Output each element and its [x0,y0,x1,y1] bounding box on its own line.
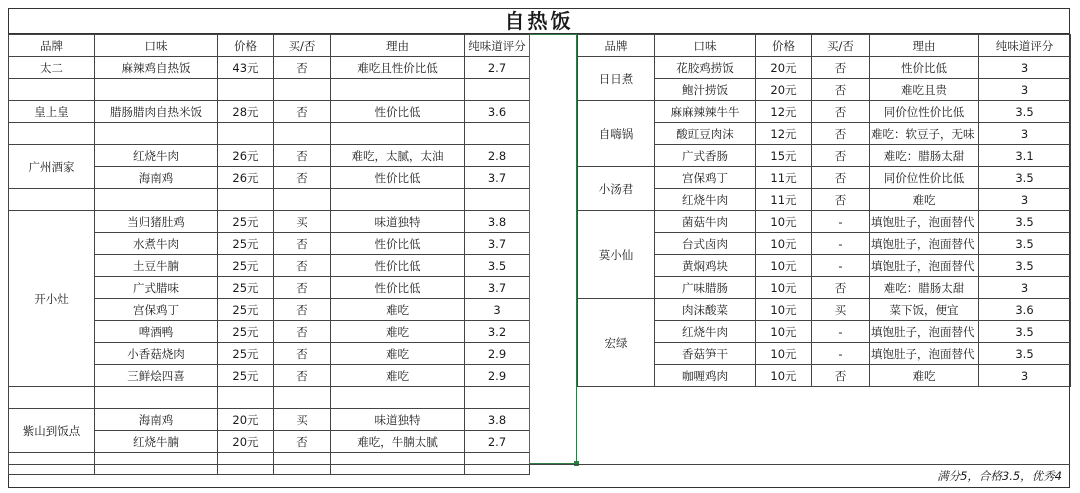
flavor-cell[interactable]: 海南鸡 [95,167,218,189]
flavor-cell[interactable]: 黄焖鸡块 [655,255,756,277]
reason-cell[interactable]: 填饱肚子，泡面替代 [870,321,979,343]
table-row [9,101,530,123]
blank-row [9,189,530,211]
empty-cell[interactable] [9,189,95,211]
flavor-cell[interactable]: 酸豇豆肉沫 [655,123,756,145]
empty-cell[interactable] [465,79,530,101]
buy-cell[interactable]: 否 [812,365,870,387]
buy-cell[interactable]: 否 [812,277,870,299]
empty-cell[interactable] [9,123,95,145]
column-header[interactable]: 理由 [331,35,465,57]
buy-cell[interactable]: 否 [812,145,870,167]
price-cell[interactable]: 43元 [218,57,274,79]
table-row [9,57,530,79]
brand-cell[interactable]: 小汤君 [578,167,655,211]
flavor-cell[interactable]: 红烧牛肉 [655,321,756,343]
buy-cell[interactable]: 否 [274,233,331,255]
empty-cell[interactable] [9,79,95,101]
score-cell[interactable]: 3.7 [465,167,530,189]
brand-cell[interactable]: 莫小仙 [578,211,655,299]
reason-cell[interactable]: 性价比低 [331,255,465,277]
reason-cell[interactable]: 性价比低 [870,57,979,79]
table-row [578,101,1071,123]
column-header[interactable]: 品牌 [578,35,655,57]
empty-cell[interactable] [218,189,274,211]
column-header[interactable]: 买/否 [274,35,331,57]
price-cell[interactable]: 20元 [756,79,812,101]
reason-cell[interactable]: 难吃，太腻，太油 [331,145,465,167]
reason-cell[interactable]: 难吃且贵 [870,79,979,101]
price-cell[interactable]: 25元 [218,255,274,277]
price-cell[interactable]: 10元 [756,321,812,343]
reason-cell[interactable]: 难吃，牛腩太腻 [331,431,465,453]
price-cell[interactable]: 25元 [218,211,274,233]
empty-cell[interactable] [218,79,274,101]
flavor-cell[interactable]: 红烧牛肉 [655,189,756,211]
table-row [578,211,1071,233]
column-header[interactable]: 纯味道评分 [979,35,1071,57]
brand-cell[interactable]: 广州酒家 [9,145,95,189]
table-row [9,145,530,167]
brand-cell[interactable]: 紫山到饭点 [9,409,95,453]
score-cell[interactable]: 3.7 [465,233,530,255]
blank-row [9,387,530,409]
buy-cell[interactable]: 否 [274,101,331,123]
price-cell[interactable]: 26元 [218,167,274,189]
price-cell[interactable]: 10元 [756,233,812,255]
price-cell[interactable]: 12元 [756,101,812,123]
table-row [9,409,530,431]
empty-cell[interactable] [274,123,331,145]
buy-cell[interactable]: - [812,233,870,255]
price-cell[interactable]: 20元 [756,57,812,79]
price-cell[interactable]: 10元 [756,255,812,277]
score-cell[interactable]: 3.6 [465,101,530,123]
score-cell[interactable]: 3.5 [979,167,1071,189]
buy-cell[interactable]: 否 [274,167,331,189]
price-cell[interactable]: 11元 [756,189,812,211]
buy-cell[interactable]: 买 [812,299,870,321]
reason-cell[interactable]: 味道独特 [331,211,465,233]
buy-cell[interactable]: 否 [274,321,331,343]
price-cell[interactable]: 10元 [756,343,812,365]
flavor-cell[interactable]: 咖喱鸡肉 [655,365,756,387]
blank-row [9,123,530,145]
reason-cell[interactable]: 难吃 [331,343,465,365]
flavor-cell[interactable]: 广味腊肠 [655,277,756,299]
brand-cell[interactable]: 日日煮 [578,57,655,101]
buy-cell[interactable]: 否 [812,57,870,79]
buy-cell[interactable]: 否 [274,365,331,387]
flavor-cell[interactable]: 广式腊味 [95,277,218,299]
score-cell[interactable]: 3.5 [465,255,530,277]
empty-cell[interactable] [465,189,530,211]
score-cell[interactable]: 3.2 [465,321,530,343]
flavor-cell[interactable]: 麻麻辣辣牛牛 [655,101,756,123]
column-header[interactable]: 口味 [655,35,756,57]
flavor-cell[interactable]: 红烧牛肉 [95,145,218,167]
empty-cell[interactable] [218,123,274,145]
flavor-cell[interactable]: 小香菇烧肉 [95,343,218,365]
score-cell[interactable]: 3 [979,123,1071,145]
empty-cell[interactable] [274,79,331,101]
flavor-cell[interactable]: 海南鸡 [95,409,218,431]
score-cell[interactable]: 3.8 [465,409,530,431]
buy-cell[interactable]: 否 [274,145,331,167]
reason-cell[interactable]: 性价比低 [331,277,465,299]
score-cell[interactable]: 3.5 [979,233,1071,255]
score-cell[interactable]: 3 [465,299,530,321]
price-cell[interactable]: 10元 [756,277,812,299]
flavor-cell[interactable]: 菌菇牛肉 [655,211,756,233]
brand-cell[interactable]: 皇上皇 [9,101,95,123]
empty-cell[interactable] [218,387,274,409]
brand-cell[interactable]: 宏绿 [578,299,655,387]
sheet-title: 自热饭 [8,8,1070,34]
flavor-cell[interactable]: 当归猪肚鸡 [95,211,218,233]
reason-cell[interactable]: 味道独特 [331,409,465,431]
price-cell[interactable]: 20元 [218,431,274,453]
left-header-row [9,35,530,57]
score-cell[interactable]: 3 [979,277,1071,299]
reason-cell[interactable]: 难吃 [331,321,465,343]
flavor-cell[interactable]: 广式香肠 [655,145,756,167]
flavor-cell[interactable]: 鲍汁捞饭 [655,79,756,101]
reason-cell[interactable]: 填饱肚子，泡面替代 [870,343,979,365]
buy-cell[interactable]: 否 [812,189,870,211]
flavor-cell[interactable]: 红烧牛腩 [95,431,218,453]
brand-cell[interactable]: 太二 [9,57,95,79]
buy-cell[interactable]: 否 [812,167,870,189]
reason-cell[interactable]: 难吃且性价比低 [331,57,465,79]
column-header[interactable]: 口味 [95,35,218,57]
flavor-cell[interactable]: 土豆牛腩 [95,255,218,277]
score-cell[interactable]: 3.5 [979,211,1071,233]
reason-cell[interactable]: 填饱肚子，泡面替代 [870,255,979,277]
price-cell[interactable]: 26元 [218,145,274,167]
score-cell[interactable]: 2.8 [465,145,530,167]
flavor-cell[interactable]: 台式卤肉 [655,233,756,255]
score-cell[interactable]: 3.1 [979,145,1071,167]
empty-cell[interactable] [9,387,95,409]
buy-cell[interactable]: 买 [274,409,331,431]
right-header-row [578,35,1071,57]
reason-cell[interactable]: 填饱肚子，泡面替代 [870,211,979,233]
flavor-cell[interactable]: 肉沫酸菜 [655,299,756,321]
score-cell[interactable]: 3 [979,57,1071,79]
flavor-cell[interactable]: 宫保鸡丁 [95,299,218,321]
flavor-cell[interactable]: 香菇笋干 [655,343,756,365]
price-cell[interactable]: 25元 [218,365,274,387]
score-cell[interactable]: 3 [979,189,1071,211]
price-cell[interactable]: 10元 [756,299,812,321]
price-cell[interactable]: 15元 [756,145,812,167]
table-row [578,167,1071,189]
reason-cell[interactable]: 同价位性价比低 [870,101,979,123]
table-row [578,57,1071,79]
empty-cell[interactable] [331,189,465,211]
flavor-cell[interactable]: 三鲜烩四喜 [95,365,218,387]
empty-cell[interactable] [331,123,465,145]
price-cell[interactable]: 12元 [756,123,812,145]
left-table [8,34,530,475]
reason-cell[interactable]: 菜下饭，便宜 [870,299,979,321]
empty-cell[interactable] [95,189,218,211]
score-cell[interactable]: 3.5 [979,343,1071,365]
reason-cell[interactable]: 性价比低 [331,233,465,255]
empty-cell[interactable] [465,387,530,409]
brand-cell[interactable]: 开小灶 [9,211,95,387]
score-cell[interactable]: 3 [979,365,1071,387]
buy-cell[interactable]: 否 [812,79,870,101]
score-cell[interactable]: 3.7 [465,277,530,299]
reason-cell[interactable]: 填饱肚子，泡面替代 [870,233,979,255]
column-header[interactable]: 价格 [756,35,812,57]
flavor-cell[interactable]: 宫保鸡丁 [655,167,756,189]
buy-cell[interactable]: 否 [274,299,331,321]
buy-cell[interactable]: - [812,321,870,343]
score-cell[interactable]: 2.9 [465,343,530,365]
reason-cell[interactable]: 性价比低 [331,167,465,189]
blank-row [9,79,530,101]
scoring-note: 满分5，合格3.5，优秀4 [8,464,1070,488]
column-header[interactable]: 价格 [218,35,274,57]
empty-cell[interactable] [331,79,465,101]
flavor-cell[interactable]: 麻辣鸡自热饭 [95,57,218,79]
flavor-cell[interactable]: 腊肠腊肉自热米饭 [95,101,218,123]
buy-cell[interactable]: 否 [274,343,331,365]
price-cell[interactable]: 10元 [756,365,812,387]
selected-cell-range[interactable] [529,34,577,464]
price-cell[interactable]: 25元 [218,299,274,321]
score-cell[interactable]: 3.5 [979,321,1071,343]
reason-cell[interactable]: 性价比低 [331,101,465,123]
column-header[interactable]: 纯味道评分 [465,35,530,57]
empty-cell[interactable] [274,387,331,409]
price-cell[interactable]: 10元 [756,211,812,233]
reason-cell[interactable]: 难吃 [331,299,465,321]
empty-cell[interactable] [95,387,218,409]
score-cell[interactable]: 3.6 [979,299,1071,321]
buy-cell[interactable]: 否 [812,101,870,123]
price-cell[interactable]: 20元 [218,409,274,431]
reason-cell[interactable]: 难吃：腊肠太甜 [870,145,979,167]
buy-cell[interactable]: 否 [812,123,870,145]
flavor-cell[interactable]: 花胶鸡捞饭 [655,57,756,79]
score-cell[interactable]: 2.9 [465,365,530,387]
score-cell[interactable]: 2.7 [465,431,530,453]
buy-cell[interactable]: - [812,343,870,365]
score-cell[interactable]: 3.8 [465,211,530,233]
empty-cell[interactable] [274,189,331,211]
price-cell[interactable]: 25元 [218,321,274,343]
empty-cell[interactable] [331,387,465,409]
flavor-cell[interactable]: 水煮牛肉 [95,233,218,255]
column-header[interactable]: 理由 [870,35,979,57]
price-cell[interactable]: 11元 [756,167,812,189]
empty-cell[interactable] [95,79,218,101]
price-cell[interactable]: 25元 [218,233,274,255]
table-row [9,211,530,233]
table-row [578,299,1071,321]
score-cell[interactable]: 3 [979,79,1071,101]
reason-cell[interactable]: 同价位性价比低 [870,167,979,189]
column-header[interactable]: 买/否 [812,35,870,57]
reason-cell[interactable]: 难吃 [870,365,979,387]
empty-cell[interactable] [465,123,530,145]
reason-cell[interactable]: 难吃：软豆子，无味 [870,123,979,145]
buy-cell[interactable]: 买 [274,211,331,233]
price-cell[interactable]: 25元 [218,277,274,299]
reason-cell[interactable]: 难吃：腊肠太甜 [870,277,979,299]
score-cell[interactable]: 3.5 [979,255,1071,277]
price-cell[interactable]: 28元 [218,101,274,123]
column-header[interactable]: 品牌 [9,35,95,57]
buy-cell[interactable]: 否 [274,277,331,299]
reason-cell[interactable]: 难吃 [870,189,979,211]
score-cell[interactable]: 2.7 [465,57,530,79]
buy-cell[interactable]: 否 [274,255,331,277]
score-cell[interactable]: 3.5 [979,101,1071,123]
empty-cell[interactable] [95,123,218,145]
reason-cell[interactable]: 难吃 [331,365,465,387]
flavor-cell[interactable]: 啤酒鸭 [95,321,218,343]
price-cell[interactable]: 25元 [218,343,274,365]
buy-cell[interactable]: 否 [274,57,331,79]
buy-cell[interactable]: 否 [274,431,331,453]
buy-cell[interactable]: - [812,255,870,277]
brand-cell[interactable]: 自嗨锅 [578,101,655,167]
buy-cell[interactable]: - [812,211,870,233]
right-table [577,34,1071,387]
